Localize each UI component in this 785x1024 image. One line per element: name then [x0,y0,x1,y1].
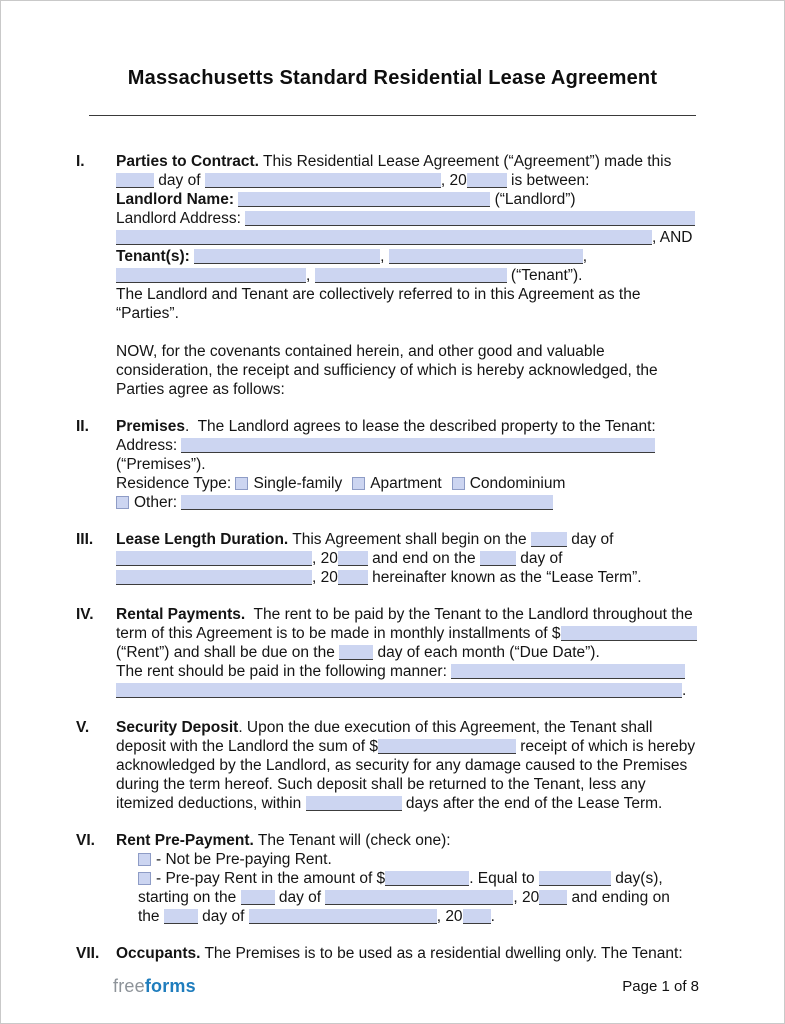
section-heading: Security Deposit [116,719,239,736]
text-run: day of [515,550,563,567]
text-line [116,869,699,888]
label-tenants: Tenant(s): [116,248,195,265]
label-other-residence: Other: [134,494,182,511]
brand-free: free [113,976,145,996]
text-line [116,493,699,512]
text-run: , 20 [436,908,463,925]
document-content [1,116,784,963]
page-indicator: Page 1 of 8 [622,978,699,995]
section-rent-prepayment [76,831,699,926]
text-run: day(s), [610,870,663,887]
field-prepay-start-day[interactable] [241,890,275,905]
text-line [116,266,699,285]
text-run: This Agreement shall begin on the [288,531,531,548]
text-line [116,530,699,549]
text-run: and ending on [567,889,670,906]
section-heading: Premises [116,418,185,435]
text-line: Parties agree as follows: [116,381,285,398]
text-run: (“Rent”) and shall be due on the [116,644,340,661]
field-rent-due-day[interactable] [339,645,373,660]
text-line [116,247,699,266]
section-number: III. [76,531,94,548]
field-payment-manner-2[interactable] [116,683,682,698]
text-line: acknowledged by the Landlord, as security for any damage caused to the Premises [116,757,688,774]
field-end-year[interactable] [338,570,368,585]
text-line [116,549,699,568]
field-tenant-2[interactable] [389,249,583,264]
text-run: . [490,908,495,925]
field-end-day[interactable] [480,551,516,566]
field-premises-address[interactable] [181,438,655,453]
text-run: day of [154,172,205,189]
checkbox-prepay-rent[interactable] [138,872,151,885]
field-year[interactable] [467,173,507,188]
text-run: . [682,682,687,699]
text-run: itemized deductions, within [116,795,306,812]
text-run: . The Landlord agrees to lease the described property to the Tenant: [184,418,656,435]
field-prepay-days[interactable] [539,871,611,886]
text-run: and end on the [367,550,480,567]
text-run: receipt of which is hereby [515,738,696,755]
label-landlord-address: Landlord Address: [116,210,246,227]
field-prepay-start-year[interactable] [539,890,567,905]
field-prepay-start-month[interactable] [325,890,513,905]
text-line [116,737,699,756]
section-lease-length [76,530,699,587]
text-run: , 20 [312,569,338,586]
field-tenant-3[interactable] [116,268,306,283]
text-line: NOW, for the covenants contained herein, and other good and valuable [116,343,605,360]
section-body [116,831,699,926]
label-landlord-name: Landlord Name: [116,191,239,208]
text-line [116,681,699,700]
text-run: , 20 [440,172,467,189]
text-run: The Premises is to be used as a residential dwelling only. The Tenant: [200,945,683,962]
label-premises-address: Address: [116,437,182,454]
text-run: (“Landlord”) [490,191,576,208]
text-run: , 20 [312,550,338,567]
option-not-prepaying: - Not be Pre-paying Rent. [156,851,332,868]
field-deposit-return-days[interactable] [306,796,402,811]
field-prepay-end-year[interactable] [463,909,491,924]
text-line [116,228,699,247]
text-run: , [380,248,389,265]
brand-forms: forms [144,976,196,996]
checkbox-apartment[interactable] [352,477,365,490]
section-body [116,944,699,963]
section-number: IV. [76,606,94,623]
section-heading: Occupants. [116,945,201,962]
text-line [116,209,699,228]
text-line [116,850,699,869]
section-body [116,718,699,813]
section-number: V. [76,719,90,736]
text-line [116,831,699,850]
option-prepay-rent: - Pre-pay Rent in the amount of $ [156,870,386,887]
label-payment-manner: The rent should be paid in the following manner: [116,663,452,680]
text-line: during the term hereof. Such deposit shall be returned to the Tenant, less any [116,776,646,793]
section-parties-to-contract [76,152,699,399]
text-line [116,417,699,436]
text-run: term of this Agreement is to be made in monthly installments of $ [116,625,561,642]
text-line [116,474,699,493]
text-run: This Residential Lease Agreement (“Agreement”) made this [258,153,672,170]
field-tenant-1[interactable] [194,249,380,264]
text-run: , [582,248,588,265]
checkbox-single-family[interactable] [235,477,248,490]
text-line: The Landlord and Tenant are collectively referred to in this Agreement as the [116,286,641,303]
text-run: . Equal to [469,870,539,887]
text-line [116,190,699,209]
text-line: “Parties”. [116,305,179,322]
freeforms-logo [113,976,196,997]
label-residence-type: Residence Type: [116,475,236,492]
option-single-family: Single-family [253,475,343,492]
section-body [116,605,699,700]
text-run: , 20 [513,889,540,906]
section-number: VII. [76,945,100,962]
checkbox-condominium[interactable] [452,477,465,490]
text-line [116,605,699,624]
document-header [89,67,696,116]
text-line [116,718,699,737]
section-premises [76,417,699,512]
section-body [116,530,699,587]
field-prepay-end-day[interactable] [164,909,198,924]
text-run: day of [197,908,249,925]
option-apartment: Apartment [370,475,442,492]
document-title: Massachusetts Standard Residential Lease Agreement [127,67,658,89]
text-run: , AND [652,229,693,246]
section-number: I. [76,153,85,170]
section-number: VI. [76,832,95,849]
section-heading: Rental Payments. [116,606,246,623]
checkbox-not-prepaying[interactable] [138,853,151,866]
text-run: the [138,908,164,925]
field-start-day[interactable] [531,532,567,547]
section-occupants [76,944,699,963]
text-line [116,436,699,455]
section-body [116,417,699,512]
text-run: day of [566,531,614,548]
field-start-month[interactable] [116,551,312,566]
text-line [116,624,699,643]
checkbox-other-residence[interactable] [116,496,129,509]
text-line: (“Premises”). [116,456,206,473]
text-line [116,888,699,907]
text-run: (“Tenant”). [506,267,583,284]
text-line [116,152,699,171]
section-rental-payments [76,605,699,700]
field-rent-amount[interactable] [561,626,697,641]
text-run: . Upon the due execution of this Agreement, the Tenant shall [238,719,653,736]
section-heading: Rent Pre-Payment. [116,832,254,849]
text-line [116,171,699,190]
field-landlord-name[interactable] [238,192,490,207]
field-start-year[interactable] [338,551,368,566]
field-other-residence[interactable] [181,495,553,510]
text-run: days after the end of the Lease Term. [401,795,663,812]
text-run: day of [274,889,326,906]
text-line [116,568,699,587]
text-run: is between: [506,172,590,189]
text-line [116,907,699,926]
field-landlord-address-2[interactable] [116,230,652,245]
field-day[interactable] [116,173,154,188]
section-heading: Parties to Contract. [116,153,259,170]
field-landlord-address-1[interactable] [245,211,695,226]
text-run: starting on the [138,889,241,906]
field-payment-manner-1[interactable] [451,664,685,679]
section-security-deposit [76,718,699,813]
section-body [116,152,699,399]
text-run: deposit with the Landlord the sum of $ [116,738,378,755]
text-run: The rent to be paid by the Tenant to the Landlord throughout the [245,606,693,623]
field-prepay-end-month[interactable] [249,909,437,924]
text-run: The Tenant will (check one): [253,832,451,849]
field-end-month[interactable] [116,570,312,585]
page-footer [113,976,699,997]
text-line [116,794,699,813]
field-deposit-amount[interactable] [378,739,516,754]
text-run: day of each month (“Due Date”). [373,644,600,661]
text-run: , [306,267,315,284]
section-heading: Lease Length Duration. [116,531,289,548]
field-prepay-amount[interactable] [385,871,469,886]
field-tenant-4[interactable] [315,268,507,283]
option-condominium: Condominium [469,475,566,492]
field-month[interactable] [205,173,441,188]
section-number: II. [76,418,89,435]
text-run: hereinafter known as the “Lease Term”. [367,569,642,586]
text-line [116,662,699,681]
text-line: consideration, the receipt and sufficiency of which is hereby acknowledged, the [116,362,658,379]
covenants-paragraph [116,342,699,399]
text-line [116,944,699,963]
text-line [116,643,699,662]
